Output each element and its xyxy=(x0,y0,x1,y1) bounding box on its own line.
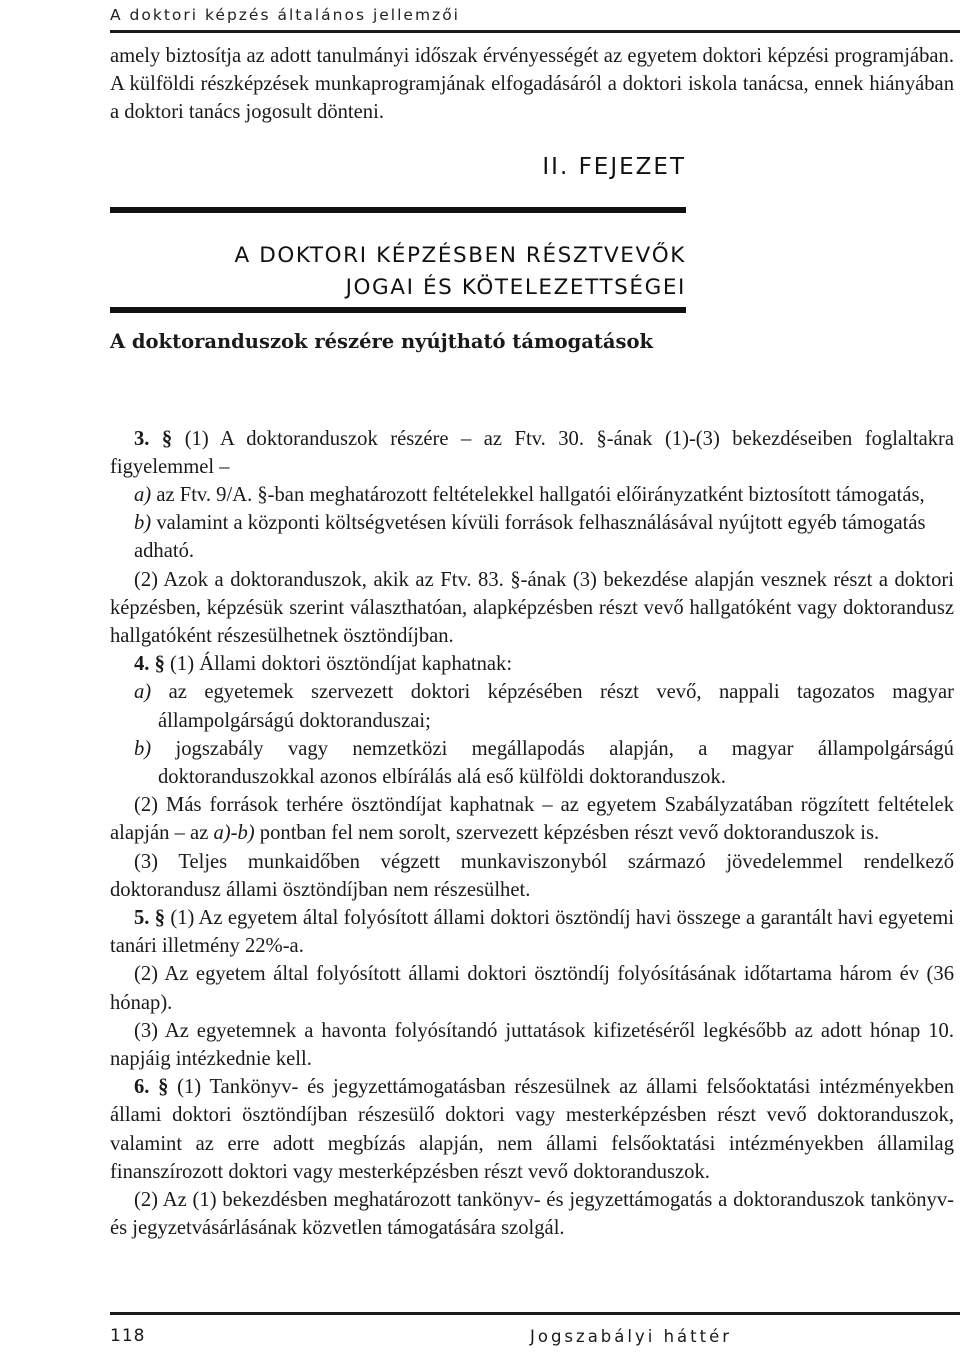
running-header: A doktori képzés általános jellemzői xyxy=(110,6,460,24)
section-6-text-1: (1) Tankönyv- és jegyzettámogatásban részesülnek az állami felsőoktatási intézményekben állami doktori ösztöndíjban részesülő doktori vagy mesterképzésben részt vevő doktoranduszok, valamint az erre adott megbízás alapján, nem állami felsőoktatási intézményekben államilag finanszírozott doktori vagy mesterképzésben részt vevő doktoranduszok. xyxy=(110,1076,954,1183)
item-label: a) xyxy=(134,681,152,704)
chapter-number: II. FEJEZET xyxy=(542,154,686,180)
section-4-text-2b: pontban fel nem sorolt, szervezett képzésben részt vevő doktoranduszok is. xyxy=(254,822,880,845)
spacer xyxy=(110,127,954,425)
chapter-title-line-1: A DOKTORI KÉPZÉSBEN RÉSZTVEVŐK xyxy=(234,243,686,268)
item-label: b) xyxy=(134,737,152,760)
section-3-paragraph-1 xyxy=(110,425,954,481)
section-3-closing: adható. xyxy=(134,540,195,563)
section-5-paragraph-2: (2) Az egyetem által folyósított állami doktori ösztöndíj folyósításának időtartama három év (36 hónap). xyxy=(110,963,954,1014)
footer-rule xyxy=(110,1312,960,1315)
section-5-text-1: (1) Az egyetem által folyósított állami doktori ösztöndíj havi összege a garantált havi egyetemi tanári illetmény 22%-a. xyxy=(110,907,954,958)
section-4-number: 4. § xyxy=(134,653,165,676)
section-5-paragraph-1 xyxy=(110,904,954,960)
section-3-number: 3. § xyxy=(134,427,173,450)
running-footer: Jogszabályi háttér xyxy=(530,1327,733,1346)
document-body xyxy=(110,42,954,1243)
header-rule xyxy=(110,30,960,33)
section-4-item-b xyxy=(110,735,954,791)
section-3-paragraph-2: (2) Azok a doktoranduszok, akik az Ftv. 83. §-ának (3) bekezdése alapján vesznek részt a doktori képzésben, képzésük szerint választhatóan, alapképzésben részt vevő hallgatóként vagy doktorandusz hallgatóként részesülhetnek ösztöndíjban. xyxy=(110,568,954,648)
section-5-number: 5. § xyxy=(134,907,166,930)
section-6-number: 6. § xyxy=(134,1076,169,1099)
item-label: b) xyxy=(134,512,152,535)
section-4-item-a xyxy=(110,678,954,734)
item-text: az egyetemek szervezett doktori képzésében részt vevő, nappali tagozatos magyar állampolgárságú doktoranduszai; xyxy=(158,681,954,732)
section-5-paragraph-3: (3) Az egyetemnek a havonta folyósítandó juttatások kifizetéséről legkésőbb az adott hónap 10. napjáig intézkednie kell. xyxy=(110,1019,954,1071)
section-4-text-2a: (2) Más források terhére ösztöndíjat kaphatnak – az egyetem Szabályzatában rögzített feltételek alapján – az xyxy=(110,794,954,845)
section-3-item-a xyxy=(110,481,954,509)
section-4-paragraph-2 xyxy=(110,791,954,847)
section-3-item-b xyxy=(110,509,954,537)
chapter-title-line-2: JOGAI ÉS KÖTELEZETTSÉGEI xyxy=(345,275,686,300)
section-4-text-1: (1) Állami doktori ösztöndíjat kaphatnak: xyxy=(170,653,513,676)
section-4-paragraph-3: (3) Teljes munkaidőben végzett munkaviszonyból származó jövedelemmel rendelkező doktorandusz állami ösztöndíjban nem részesülhet. xyxy=(110,850,954,901)
item-text: valamint a központi költségvetésen kívüli források felhasználásával nyújtott egyéb támogatás xyxy=(156,512,926,535)
section-6-paragraph-2: (2) Az (1) bekezdésben meghatározott tankönyv- és jegyzettámogatás a doktoranduszok tankönyv- és jegyzetvásárlásának közvetlen támogatására szolgál. xyxy=(110,1189,954,1240)
section-subheading: A doktoranduszok részére nyújtható támogatások xyxy=(110,330,654,353)
section-4-paragraph-1 xyxy=(110,650,954,678)
intro-paragraph: amely biztosítja az adott tanulmányi időszak érvényességét az egyetem doktori képzési programjában. A külföldi részképzések munkaprogramjának elfogadásáról a doktori iskola tanácsa, ennek hiányában a doktori tanács jogosult dönteni. xyxy=(110,45,954,124)
section-3-text-1: (1) A doktoranduszok részére – az Ftv. 30. §-ának (1)-(3) bekezdéseiben foglaltakra figyelemmel – xyxy=(110,427,955,478)
page-number: 118 xyxy=(110,1326,146,1346)
section-6-paragraph-1 xyxy=(110,1073,954,1186)
item-text: jogszabály vagy nemzetközi megállapodás alapján, a magyar állampolgárságú doktoranduszokkal azonos elbírálás alá eső külföldi doktoranduszok. xyxy=(158,737,954,789)
section-4-ref: a)-b) xyxy=(213,822,255,845)
item-label: a) xyxy=(134,484,152,507)
item-text: az Ftv. 9/A. §-ban meghatározott feltételekkel hallgatói előirányzatként biztosított támogatás, xyxy=(156,484,925,507)
